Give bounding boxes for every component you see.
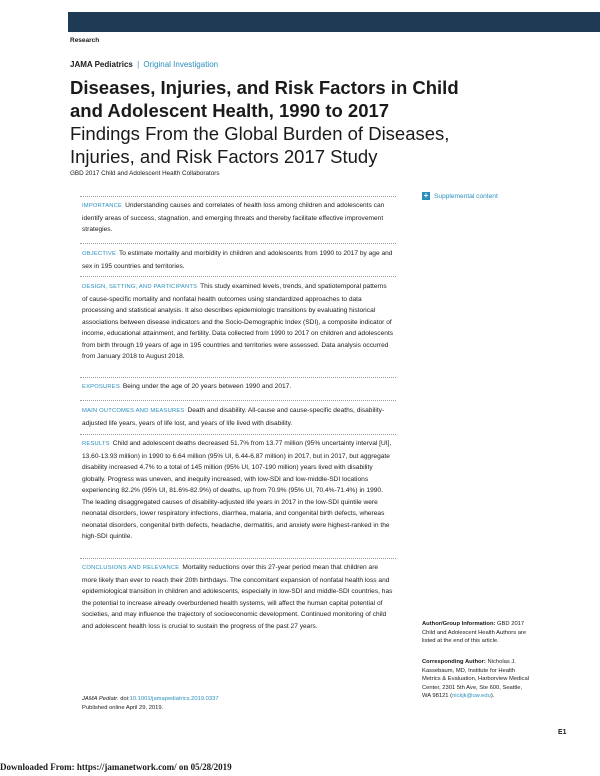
author-group-info: [422, 620, 532, 646]
divider: [80, 434, 396, 435]
download-note: Downloaded From: https://jamanetwork.com/ on 05/28/2019: [0, 762, 232, 772]
results-label: RESULTS: [82, 441, 110, 447]
citation-doi-prefix: doi:: [118, 696, 130, 702]
conclusions-text: Mortality reductions over this 27-year period mean that children are more likely than ever to reach their 20th birthdays. The concomitant expansion of nonfatal health loss and epidemiological transition in children and adolescents, especially in low-SDI and middle-SDI countries, has the potential to increase already overburdened health systems, will affect the human capital potential of societies, and may influence the trajectory of socioeconomic development. Continued monitoring of child and adolescent health loss is crucial to sustain the progress of the past 27 years.: [82, 564, 393, 630]
corresponding-label: Corresponding Author:: [422, 659, 486, 665]
corresponding-author: [422, 658, 532, 701]
published-date: Published online April 29, 2019.: [82, 704, 164, 711]
author-info-label: Author/Group Information:: [422, 621, 496, 627]
divider: [80, 558, 396, 559]
corresponding-text: Nicholas J. Kassebaum, MD, Institute for Health Metrics & Evaluation, Harborview Medical Center, 2301 5th Ave, Ste 600, Seattle, WA 98121 (: [422, 659, 529, 699]
abstract-design: [82, 281, 394, 363]
citation: [82, 695, 219, 712]
divider: [80, 243, 396, 244]
abstract-importance: [82, 200, 394, 236]
design-text: This study examined levels, trends, and spatiotemporal patterns of cause-specific mortality and nonfatal health outcomes using standardized approaches to data processing and statistical analysis. It also describes epidemiologic transitions by evaluating historical associations between disease indicators and the Socio-Demographic Index (SDI), a composite indicator of income, educational attainment, and fertility. Data collected from 1990 to 2017 on children and adolescents from birth through 19 years of age in 195 countries and territories were assessed. Data analysis occurred from January 2018 to August 2018.: [82, 283, 394, 360]
exposures-text: Being under the age of 20 years between 1990 and 2017.: [122, 383, 292, 390]
title-subtitle: Findings From the Global Burden of Diseases, Injuries, and Risk Factors 2017 Study: [70, 123, 450, 167]
abstract-results: [82, 438, 394, 543]
importance-label: IMPORTANCE: [82, 203, 123, 209]
top-banner: [68, 12, 600, 32]
divider: [80, 196, 396, 197]
title-main: Diseases, Injuries, and Risk Factors in Child and Adolescent Health, 1990 to 2017: [70, 77, 459, 121]
section-label: Research: [70, 37, 100, 44]
results-text: Child and adolescent deaths decreased 51.7% from 13.77 million (95% uncertainty interval [UI], 13.60-13.93 million) in 1990 to 6.64 million (95% UI, 6.44-6.87 million) in 2017, but in 2017, but aggregate disability increased 4.7% to a total of 145 million (95% UI, 107-190 million) years lived with disability globally. Progress was uneven, and inequity increased, with low-SDI and low-middle-SDI locations experiencing 82.2% (95% UI, 81.6%-82.9%) of deaths, up from 70.9% (95% UI, 70.4%-71.4%) in 1990. The leading disaggregated causes of disability-adjusted life years in 2017 in the low-SDI quintile were neonatal disorders, lower respiratory infections, diarrhea, malaria, and congenital birth defects, whereas neonatal disorders, congenital birth defects, headache, dermatitis, and anxiety were highest-ranked in the high-SDI quintile.: [82, 440, 392, 540]
corresponding-close: ).: [490, 693, 495, 699]
journal-line: [70, 60, 218, 69]
abstract-outcomes: [82, 405, 394, 429]
corresponding-email-link[interactable]: nickjk@uw.edu: [452, 693, 491, 699]
importance-text: Understanding causes and correlates of health loss among children and adolescents can identify areas of success, stagnation, and emerging threats and thereby facilitate effective improvement strategies.: [82, 202, 385, 233]
page-number: E1: [558, 729, 567, 736]
conclusions-label: CONCLUSIONS AND RELEVANCE: [82, 565, 180, 571]
supplemental-label: Supplemental content: [434, 192, 498, 200]
journal-separator: |: [137, 60, 140, 69]
abstract-conclusions: [82, 562, 394, 632]
author-info-text: GBD 2017 Child and Adolescent Health Authors are listed at the end of this article.: [422, 621, 527, 644]
divider: [80, 400, 396, 401]
design-label: DESIGN, SETTING, AND PARTICIPANTS: [82, 284, 198, 290]
supplemental-content-link[interactable]: [422, 192, 498, 200]
outcomes-text: Death and disability. All-cause and cause-specific deaths, disability-adjusted life years, years of life lost, and years of life lived with disability.: [82, 407, 385, 427]
article-title: [70, 76, 470, 168]
abstract-exposures: [82, 381, 394, 394]
outcomes-label: MAIN OUTCOMES AND MEASURES: [82, 408, 185, 414]
journal-name: JAMA Pediatrics: [70, 60, 133, 69]
divider: [80, 276, 396, 277]
objective-text: To estimate mortality and morbidity in children and adolescents from 1990 to 2017 by age and sex in 195 countries and territories.: [82, 250, 393, 270]
abstract-objective: [82, 248, 394, 272]
doi-link[interactable]: 10.1001/jamapediatrics.2019.0337: [129, 696, 219, 702]
objective-label: OBJECTIVE: [82, 251, 117, 257]
plus-icon: +: [423, 191, 429, 200]
divider: [80, 377, 396, 378]
author-list: GBD 2017 Child and Adolescent Health Collaborators: [70, 170, 220, 177]
exposures-label: EXPOSURES: [82, 384, 120, 390]
citation-journal: JAMA Pediatr.: [82, 696, 119, 702]
article-type[interactable]: Original Investigation: [143, 60, 219, 69]
